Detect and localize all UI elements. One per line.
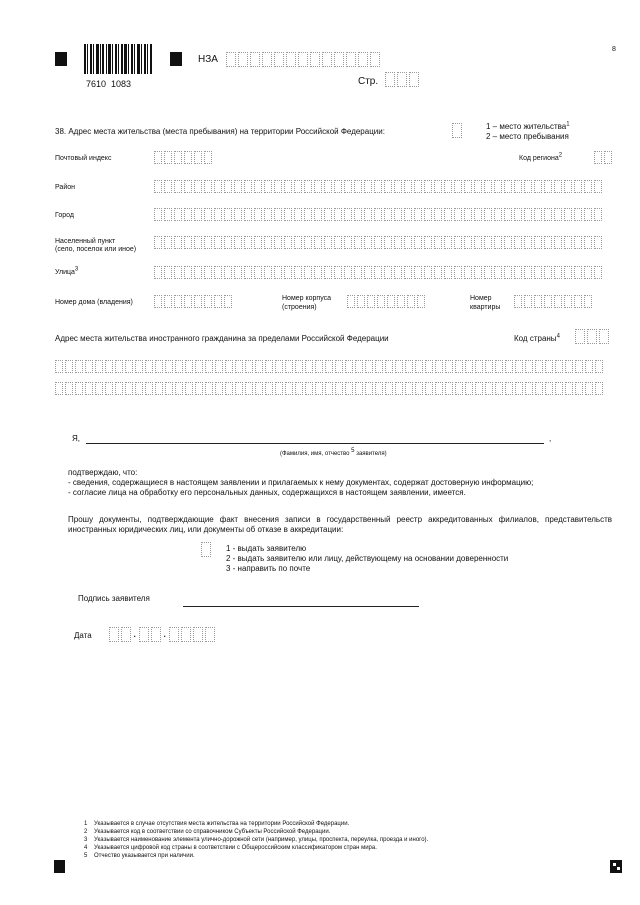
footnote-3-text: Указывается наименование элемента улично-дорожной сети (например, улицы, проспекта, переулка, проезда и иного).: [94, 837, 429, 843]
settlement-cells[interactable]: [154, 236, 604, 249]
footnote-5: [84, 852, 564, 860]
fio-caption-text: (Фамилия, имя, отчество: [280, 451, 350, 457]
footnote-4: [84, 844, 564, 852]
address-type-option-1-text: 1 – место жительства: [486, 122, 567, 131]
building-cells[interactable]: [347, 295, 427, 308]
flat-label: Номер: [470, 295, 492, 302]
signature-label: Подпись заявителя: [78, 594, 150, 603]
building-sublabel: (строения): [282, 304, 317, 311]
footnote-ref-3: 3: [74, 266, 79, 273]
flat-sublabel: квартиры: [470, 304, 501, 311]
footnote-3-num: 3: [84, 837, 88, 843]
signature-line[interactable]: [183, 606, 419, 607]
corner-mark: 8: [612, 46, 616, 53]
confirm-text: подтверждаю, что:: [68, 468, 138, 477]
declaration-ya: Я,: [72, 434, 80, 443]
corner-marker-bottom-left: [54, 860, 65, 873]
address-type-option-2: 2 – место пребывания: [486, 132, 569, 141]
footnote-2: [84, 828, 564, 836]
corner-marker-icon: [610, 860, 622, 873]
address-type-option-1: [486, 122, 570, 132]
footnotes: [84, 820, 564, 860]
date-cells[interactable]: [109, 627, 217, 642]
barcode-number: 7610 1083: [86, 79, 132, 89]
district-label: Район: [55, 184, 75, 191]
region-label-text: Код региона: [519, 155, 559, 162]
region-label: [519, 152, 563, 163]
district-cells[interactable]: [154, 180, 604, 193]
settlement-sublabel: (село, поселок или иное): [55, 246, 137, 253]
footnote-3: [84, 836, 564, 844]
delivery-option-cell[interactable]: [201, 542, 213, 557]
nza-cells[interactable]: [226, 52, 382, 67]
footnote-4-text: Указывается цифровой код страны в соответствии с Общероссийским классификатором стран мира.: [94, 845, 377, 851]
footnote-1-num: 1: [84, 821, 88, 827]
confirm-bullet-1: - сведения, содержащиеся в настоящем заявлении и прилагаемых к нему документах, содержат достоверную информацию;: [68, 478, 534, 487]
address-type-cell[interactable]: [452, 123, 464, 138]
city-cells[interactable]: [154, 208, 604, 221]
fio-caption-end: заявителя): [356, 451, 387, 457]
footnote-5-text: Отчество указывается при наличии.: [94, 853, 195, 859]
footnote-ref-4: 4: [556, 333, 560, 340]
corner-marker-bottom-right: [610, 860, 622, 873]
foreign-address-title: Адрес места жительства иностранного гражданина за пределами Российской Федерации: [55, 334, 389, 343]
page-label: Стр.: [358, 76, 379, 87]
street-label: [55, 266, 79, 277]
footnote-ref-5: 5: [351, 448, 355, 454]
house-label: Номер дома (владения): [55, 299, 133, 306]
street-cells[interactable]: [154, 266, 604, 279]
declaration-comma: ,: [549, 434, 552, 443]
street-label-text: Улица: [55, 269, 75, 276]
footnote-2-num: 2: [84, 829, 88, 835]
house-cells[interactable]: [154, 295, 234, 308]
flat-cells[interactable]: [514, 295, 594, 308]
delivery-option-3: 3 - направить по почте: [226, 564, 311, 573]
foreign-address-row-2[interactable]: [55, 382, 605, 395]
postal-cells[interactable]: [154, 151, 214, 164]
corner-marker-top-center: [170, 52, 182, 66]
fio-line[interactable]: [86, 443, 544, 444]
footnote-ref-2: 2: [558, 152, 563, 159]
settlement-label: Населенный пункт: [55, 238, 116, 245]
date-label: Дата: [74, 631, 92, 640]
footnote-ref-1: 1: [566, 121, 570, 128]
delivery-option-2: 2 - выдать заявителю или лицу, действующему на основании доверенности: [226, 554, 509, 563]
section38-title: 38. Адрес места жительства (места пребывания) на территории Российской Федерации:: [55, 127, 385, 136]
fio-caption: [280, 448, 387, 458]
date-separator-2: .: [163, 626, 167, 640]
confirm-bullet-2: - согласие лица на обработку его персональных данных, содержащихся в настоящем заявлении, имеется.: [68, 488, 466, 497]
footnote-2-text: Указывается код в соответствии со справочником Субъекты Российской Федерации.: [94, 829, 331, 835]
city-label: Город: [55, 212, 74, 219]
country-code-cells[interactable]: [575, 329, 611, 344]
region-cells[interactable]: [594, 151, 614, 164]
date-separator-1: .: [133, 626, 137, 640]
country-code-label-text: Код страны: [514, 334, 557, 343]
building-label: Номер корпуса: [282, 295, 332, 302]
footnote-4-num: 4: [84, 845, 88, 851]
postal-label: Почтовый индекс: [55, 155, 112, 162]
country-code-label: [514, 334, 560, 344]
barcode-icon: [84, 44, 154, 82]
delivery-option-1: 1 - выдать заявителю: [226, 544, 307, 553]
foreign-address-row-1[interactable]: [55, 360, 605, 373]
corner-marker-top-left: [55, 52, 67, 66]
request-text: Прошу документы, подтверждающие факт внесения записи в государственный реестр аккредитованных филиалов, представительств иностранных юридических лиц, или документы об отказе в аккредитации:: [68, 515, 612, 534]
nza-label: НЗА: [198, 54, 218, 65]
page-number-cells[interactable]: [385, 72, 421, 87]
barcode: [84, 44, 154, 82]
footnote-5-num: 5: [84, 853, 88, 859]
footnote-1-text: Указывается в случае отсутствия места жительства на территории Российской Федерации.: [94, 821, 350, 827]
footnote-1: [84, 820, 564, 828]
